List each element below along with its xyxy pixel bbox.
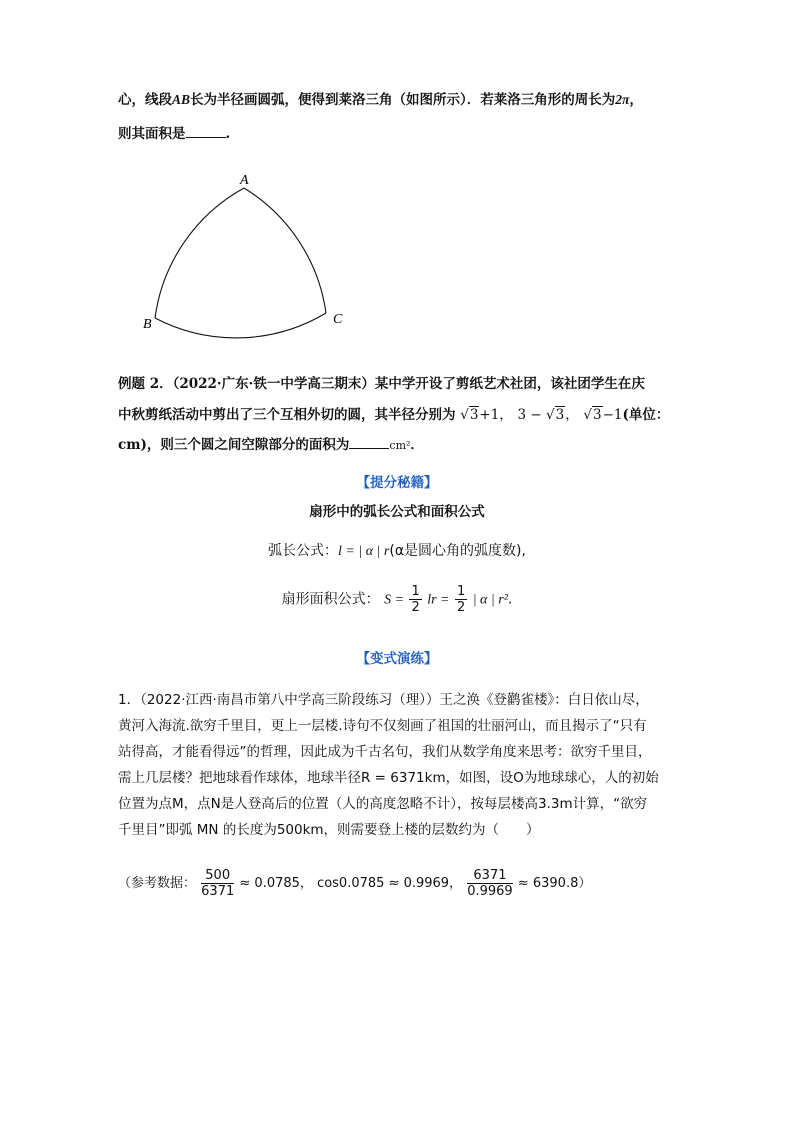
label-c: C: [333, 312, 343, 327]
reuleaux-triangle-figure: [130, 168, 360, 348]
ref-value-1: ≈ 0.0785，: [239, 876, 313, 891]
perimeter-value: 2π: [615, 92, 630, 107]
radius-2: 3 − √3，: [517, 407, 579, 423]
half-fraction-1: $\frac{1}{2}$: [411, 584, 420, 615]
intro-line-1: [118, 88, 643, 108]
ref-fraction-1: $\frac{500}{6371}$: [201, 868, 235, 899]
intro-line-2: [118, 122, 230, 142]
example2-line-2: [118, 403, 669, 423]
segment-ab: AB: [172, 92, 191, 107]
radius-3: √3−1: [583, 407, 623, 423]
example2-line-1: 例题 2．（2022·广东·铁一中学高三期末）某中学开设了剪纸艺术社团，该社团学生在庆: [118, 376, 645, 392]
practice-line-3: 站得高，才能看得远”的哲理，因此成为千古名句，我们从数学角度来思考：欲穷千里目，: [118, 744, 652, 760]
arc-ac: [244, 188, 326, 313]
area-unit: cm²: [389, 439, 411, 452]
area-s: S =: [384, 592, 405, 608]
label-b: B: [143, 317, 152, 332]
tips-title: 扇形中的弧长公式和面积公式: [309, 504, 485, 520]
reference-label: （参考数据：: [118, 876, 197, 891]
radius-1: √3+1，: [460, 407, 513, 423]
reference-data: [118, 868, 591, 899]
answer-blank: [186, 125, 226, 138]
sector-area-formula: 扇形面积公式： S = $\frac{1}{2}$ lr = $\frac{1}{2}$ | α | r².: [281, 584, 513, 615]
half-fraction-2: $\frac{1}{2}$: [456, 584, 466, 615]
ref-fraction-2: $\frac{6371}{0.9969}$: [467, 868, 513, 899]
unit-label: (单位：: [622, 407, 670, 423]
practice-header: 【变式演练】: [356, 651, 438, 667]
example2-line-3: cm)，则三个圆之间空隙部分的面积为 cm²．: [118, 437, 424, 453]
example2-line-3-text: cm)，则三个圆之间空隙部分的面积为: [118, 437, 350, 453]
practice-line-2: 黄河入海流.欲穷千里目，更上一层楼.诗句不仅刻画了祖国的壮丽河山，而且揭示了“只有: [118, 718, 647, 734]
arc-formula: l = | α | r: [338, 544, 390, 559]
intro-text-a: 心，线段: [118, 92, 172, 108]
area-tail: | α | r²: [472, 592, 508, 608]
arc-bc: [155, 313, 326, 338]
practice-line-1: 1．（2022·江西·南昌市第八中学高三阶段练习（理））王之涣《登鹳雀楼》：白日依山尽，: [118, 692, 649, 708]
practice-line-6: 千里目”即弧 MN 的长度为500km，则需要登上楼的层数约为（ ）: [118, 822, 540, 838]
arc-length-formula: 弧长公式：l = | α | r(α是圆心角的弧度数),: [268, 543, 526, 559]
ref-cos: cos0.0785 ≈ 0.9969，: [317, 876, 463, 891]
arc-formula-note: (α是圆心角的弧度数): [389, 543, 522, 559]
ref-value-2: ≈ 6390.8）: [517, 876, 592, 891]
tips-header: 【提分秘籍】: [356, 475, 438, 491]
arc-ab: [155, 188, 244, 318]
area-mid: lr =: [427, 592, 450, 608]
practice-line-5: 位置为点M，点N是人登高后的位置（人的高度忽略不计），按每层楼高3.3m计算，“欲穷: [118, 796, 648, 812]
intro-line-2-text: 则其面积是: [118, 126, 186, 142]
label-a: A: [240, 173, 249, 188]
arc-formula-label: 弧长公式：: [268, 543, 339, 559]
example2-text: 中秋剪纸活动中剪出了三个互相外切的圆，其半径分别为: [118, 407, 456, 423]
intro-text-b: 长为半径画圆弧，便得到莱洛三角（如图所示）．若莱洛三角形的周长为: [190, 92, 616, 108]
intro-line-2-end: .: [225, 126, 231, 142]
area-formula-label: 扇形面积公式：: [281, 591, 380, 608]
answer-blank-2: [349, 436, 389, 449]
intro-end: ，: [629, 92, 643, 108]
practice-line-4: 需上几层楼？把地球看作球体，地球半径R = 6371km，如图，设O为地球球心，人的初始: [118, 770, 659, 786]
